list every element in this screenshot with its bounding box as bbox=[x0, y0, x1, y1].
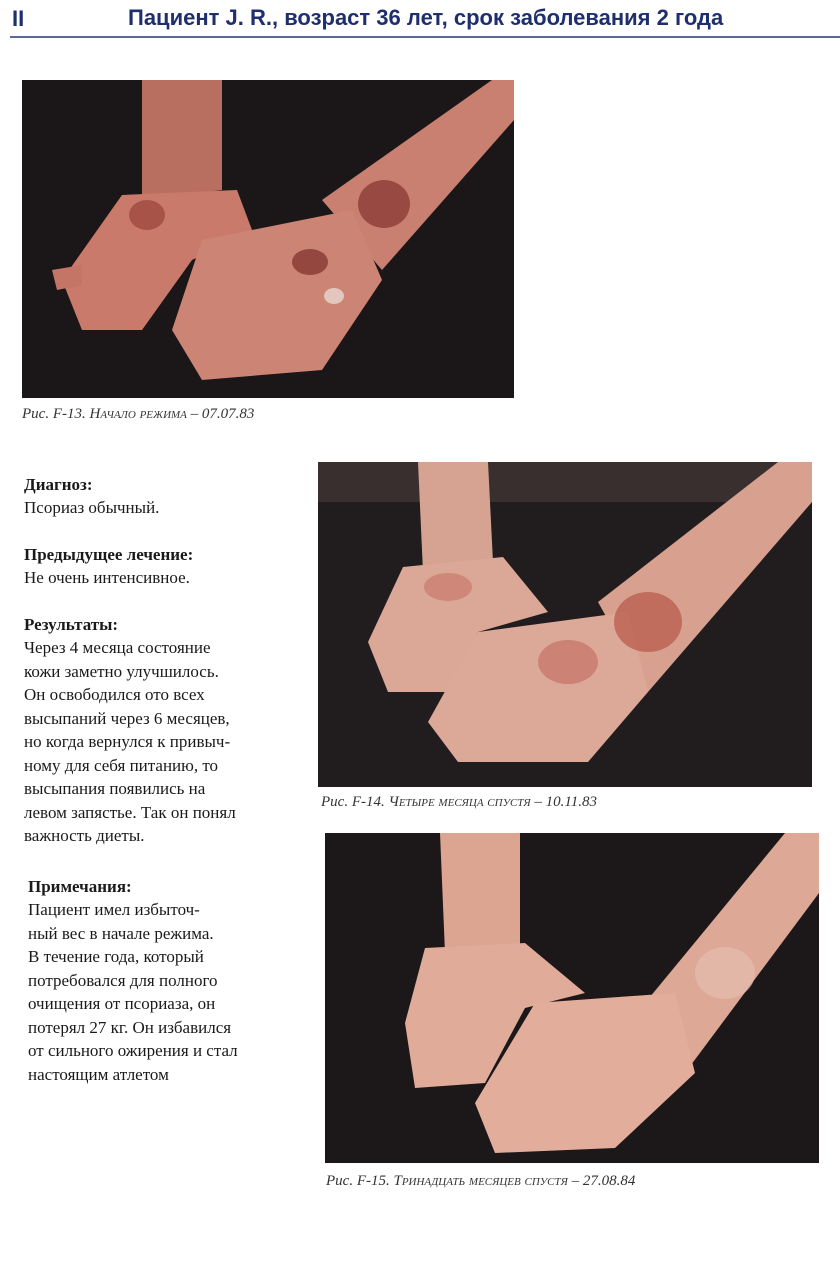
results-line: но когда вернулся к привыч- bbox=[24, 732, 231, 751]
figure-caption-f15 bbox=[326, 1173, 635, 1190]
results-line: высыпаний через 6 месяцев, bbox=[24, 708, 230, 728]
photo-f15-hands bbox=[325, 833, 819, 1163]
results-line: высыпания появились на bbox=[24, 779, 206, 798]
notes-line: очищения от псориаза, он bbox=[28, 994, 216, 1013]
figure-label: Рис. F-15. bbox=[326, 1173, 390, 1189]
results-line: важность диеты. bbox=[24, 826, 145, 845]
page-number: II bbox=[12, 6, 25, 31]
figure-text: Тринадцать месяцев спустя bbox=[393, 1173, 568, 1189]
diagnosis-heading: Диагноз: bbox=[24, 475, 93, 494]
figure-caption-f13 bbox=[22, 406, 254, 423]
diagnosis-section bbox=[24, 473, 294, 520]
notes-line: от сильного ожирения и стал bbox=[28, 1041, 238, 1060]
figure-label: Рис. F-14. bbox=[321, 794, 385, 810]
notes-line: настоящим атлетом bbox=[28, 1064, 169, 1084]
header-divider bbox=[10, 36, 840, 38]
notes-line: ный вес в начале режима. bbox=[28, 923, 214, 943]
notes-section bbox=[28, 875, 298, 1086]
results-line: кожи заметно улучшилось. bbox=[24, 661, 219, 681]
notes-line: В течение года, который bbox=[28, 947, 204, 966]
results-line: Через 4 месяца состояние bbox=[24, 638, 211, 657]
results-section bbox=[24, 613, 294, 848]
previous-treatment-section bbox=[24, 543, 294, 590]
figure-text: Начало режима bbox=[89, 406, 187, 422]
figure-date: – 07.07.83 bbox=[190, 406, 255, 422]
figure-text: Четыре месяца спустя bbox=[388, 794, 531, 810]
notes-line: потерял 27 кг. Он избавился bbox=[28, 1017, 232, 1037]
figure-label: Рис. F-13. bbox=[22, 406, 86, 422]
notes-line: Пациент имел избыточ- bbox=[28, 900, 200, 919]
photo-f14-hands bbox=[318, 462, 812, 787]
figure-date: – 10.11.83 bbox=[534, 794, 598, 810]
results-line: ному для себя питанию, то bbox=[24, 755, 219, 775]
previous-treatment-text: Не очень интенсивное. bbox=[24, 568, 190, 587]
page-title: Пациент J. R., возраст 36 лет, срок заболевания 2 года bbox=[128, 5, 724, 30]
results-line: левом запястье. Так он понял bbox=[24, 802, 236, 822]
previous-treatment-heading: Предыдущее лечение: bbox=[24, 545, 194, 564]
figure-caption-f14 bbox=[321, 794, 597, 811]
results-heading: Результаты: bbox=[24, 615, 119, 634]
results-line: Он освободился ото всех bbox=[24, 685, 205, 704]
figure-date: – 27.08.84 bbox=[571, 1173, 636, 1189]
photo-f13-hands bbox=[22, 80, 514, 398]
notes-line: потребовался для полного bbox=[28, 970, 218, 990]
notes-heading: Примечания: bbox=[28, 877, 132, 896]
diagnosis-text: Псориаз обычный. bbox=[24, 498, 160, 517]
